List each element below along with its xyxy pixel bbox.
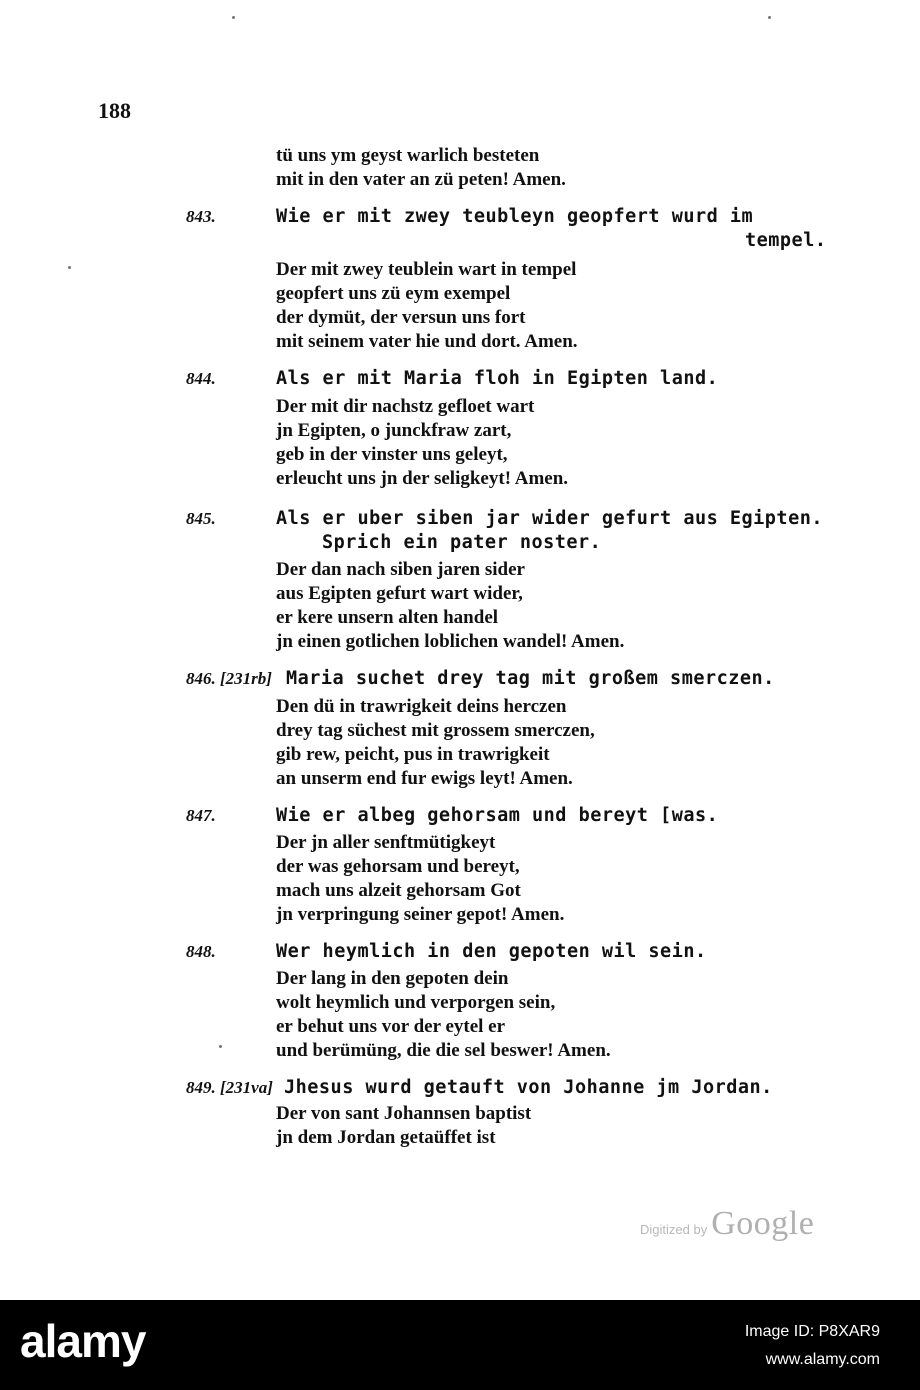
section-number: 847. [186,806,216,825]
section-heading: Maria suchet drey tag mit großem smerczen. [286,668,775,689]
verse-line: er behut uns vor der eytel er [276,1016,506,1037]
alamy-logo[interactable]: alamy [20,1315,146,1367]
image-id: Image ID: P8XAR9 [744,1323,880,1340]
section-number: 849. [231va] [186,1078,273,1097]
section-heading: Wer heymlich in den gepoten wil sein. [276,941,707,962]
section-number: 844. [186,369,216,388]
image-id-block [745,1318,880,1374]
google-watermark [640,1205,814,1243]
folio-reference: [231va] [220,1078,273,1097]
verse-line: mit in den vater an zü peten! Amen. [276,169,566,190]
verse-line: er kere unsern alten handel [276,607,499,628]
section-heading: Als er uber siben jar wider gefurt aus Egipten. [276,508,823,529]
scan-speck [68,266,71,269]
section-heading: Wie er albeg gehorsam und bereyt [was. [276,805,719,826]
verse-line: und berümüng, die die sel beswer! Amen. [276,1040,611,1061]
section-heading: Wie er mit zwey teubleyn geopfert wurd im [276,206,754,227]
verse-line: mach uns alzeit gehorsam Got [276,880,521,901]
site-url[interactable]: www.alamy.com [765,1351,880,1368]
section-heading-cont: Sprich ein pater noster. [322,532,602,553]
folio-reference: [231rb] [220,669,272,688]
verse-line: jn Egipten, o junckfraw zart, [276,420,512,441]
section-number: 848. [186,942,216,961]
verse-line: Der lang in den gepoten dein [276,968,509,989]
verse-line: Der jn aller senftmütigkeyt [276,832,496,853]
verse-line: tü uns ym geyst warlich besteten [276,145,540,166]
section-heading: Jhesus wurd getauft von Johanne jm Jordan. [284,1077,773,1098]
verse-line: der was gehorsam und bereyt, [276,856,520,877]
section-number: 845. [186,509,216,528]
verse-line: aus Egipten gefurt wart wider, [276,583,523,604]
section-number: 846. [231rb] [186,669,272,688]
verse-line: an unserm end fur ewigs leyt! Amen. [276,768,573,789]
verse-line: erleucht uns jn der seligkeyt! Amen. [276,468,569,489]
verse-line: Der mit dir nachstz gefloet wart [276,396,535,417]
watermark-prefix: Digitized by [640,1222,708,1237]
verse-line: geb in der vinster uns geleyt, [276,444,508,465]
verse-line: Der von sant Johannsen baptist [276,1103,532,1124]
verse-line: geopfert uns zü eym exempel [276,283,511,304]
verse-line: Der dan nach siben jaren sider [276,559,525,580]
section-number: 843. [186,207,216,226]
verse-line: drey tag süchest mit grossem smerczen, [276,720,595,741]
verse-line: gib rew, peicht, pus in trawrigkeit [276,744,550,765]
section-heading-cont: tempel. [745,230,827,251]
verse-line: jn verpringung seiner gepot! Amen. [276,904,565,925]
scan-speck [232,16,235,19]
verse-line: jn dem Jordan getaüffet ist [276,1127,496,1148]
section-heading: Als er mit Maria floh in Egipten land. [276,368,719,389]
verse-line: jn einen gotlichen loblichen wandel! Amen. [276,631,625,652]
page-number: 188 [98,98,131,123]
scan-speck [768,16,771,19]
verse-line: Der mit zwey teublein wart in tempel [276,259,577,280]
verse-line: mit seinem vater hie und dort. Amen. [276,331,578,352]
verse-line: Den dü in trawrigkeit deins herczen [276,696,567,717]
google-logo: Google [711,1205,815,1242]
verse-line: wolt heymlich und verporgen sein, [276,992,556,1013]
scan-speck [219,1045,222,1048]
verse-line: der dymüt, der versun uns fort [276,307,526,328]
